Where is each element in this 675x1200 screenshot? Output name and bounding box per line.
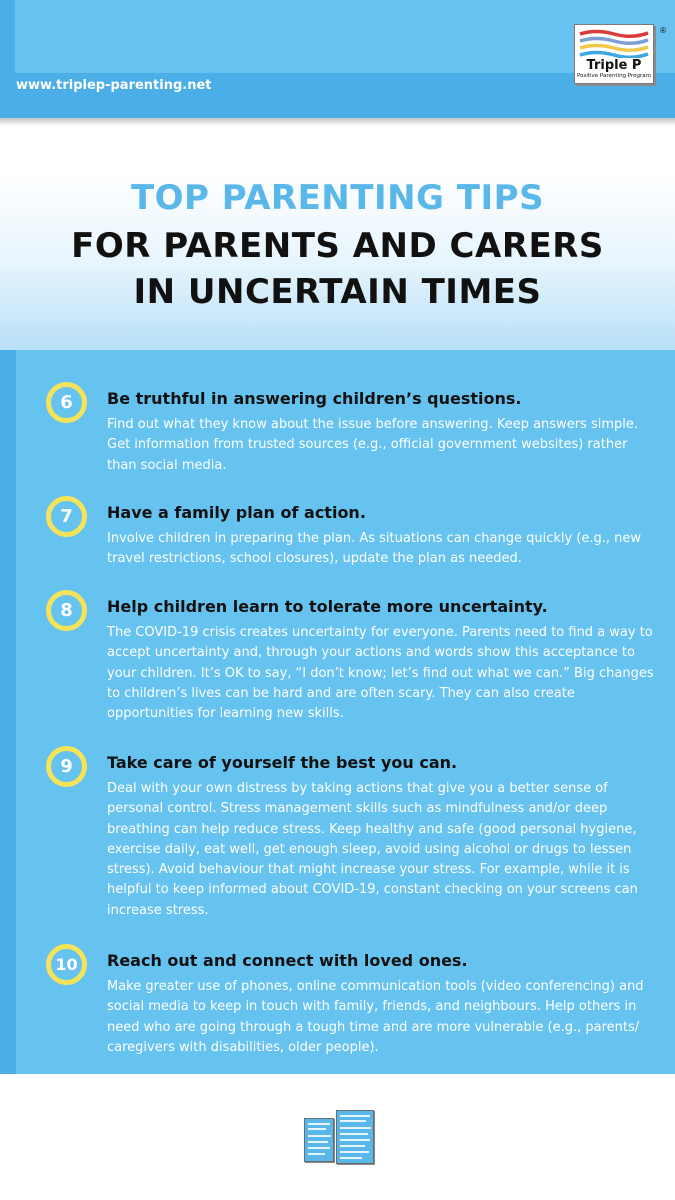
- thumbnail-page-1[interactable]: [304, 1118, 334, 1162]
- title-line-2: FOR PARENTS AND CARERS: [71, 226, 604, 266]
- registered-mark: ®: [659, 26, 667, 35]
- tip-body: Deal with your own distress by taking actions that give you a better sense of personal control. Stress management skills such as mindfulness and/or deep breathing can help reduce stress. Keep healthy and safe (good personal hygiene, exercise daily, eat well, get enough sleep, avoid using alcohol or drugs to lessen stress). Avoid behaviour that might increase your stress. For example, while it is helpful to keep informed about COVID-19, constant checking on your screens can increase stress.: [107, 781, 638, 918]
- tips-panel: [16, 350, 675, 1074]
- tip-number-badge: 6: [46, 382, 87, 423]
- tip-heading: Help children learn to tolerate more uncertainty.: [107, 597, 548, 616]
- tip-heading: Be truthful in answering children’s questions.: [107, 389, 522, 408]
- logo-waves-icon: [578, 28, 650, 58]
- triple-p-logo[interactable]: [574, 24, 654, 84]
- thumbnail-page-2[interactable]: [336, 1110, 374, 1164]
- tip-body: Involve children in preparing the plan. As situations can change quickly (e.g., new travel restrictions, school closures), update the plan as needed.: [107, 531, 642, 567]
- tip-number-badge: 8: [46, 590, 87, 631]
- tip-number-badge: 9: [46, 746, 87, 787]
- tip-number-badge: 7: [46, 496, 87, 537]
- title-line-3: IN UNCERTAIN TIMES: [133, 272, 542, 312]
- tip-body: Find out what they know about the issue before answering. Keep answers simple. Get information from trusted sources (e.g., official government websites) rather than social media.: [107, 417, 638, 473]
- tip-heading: Take care of yourself the best you can.: [107, 753, 458, 772]
- title-section: [0, 126, 675, 350]
- tip-body: Make greater use of phones, online communication tools (video conferencing) and social media to keep in touch with family, friends, and neighbours. Help others in need who are going through a tough time and are more vulnerable (e.g., parents/ caregivers with disabilities, older people).: [107, 979, 644, 1055]
- tip-body: The COVID-19 crisis creates uncertainty for everyone. Parents need to find a way to accept uncertainty and, through your actions and words show this acceptance to your children. It’s OK to say, “I don’t know; let’s find out what we can.” Big changes to children’s lives can be hard and are often scary. They can also create opportunities for learning new skills.: [107, 625, 654, 722]
- tip-heading: Reach out and connect with loved ones.: [107, 951, 468, 970]
- logo-tagline: Positive Parenting Program: [576, 73, 652, 79]
- page-thumbnails[interactable]: [304, 1110, 376, 1166]
- logo-name: Triple P: [586, 58, 642, 73]
- content-edge: [0, 350, 16, 1074]
- title-highlight: TOP PARENTING TIPS: [130, 178, 545, 218]
- header-divider: [0, 118, 675, 126]
- tip-number-badge: 10: [46, 944, 87, 985]
- website-url[interactable]: www.triplep-parenting.net: [16, 78, 212, 93]
- tip-heading: Have a family plan of action.: [107, 503, 366, 522]
